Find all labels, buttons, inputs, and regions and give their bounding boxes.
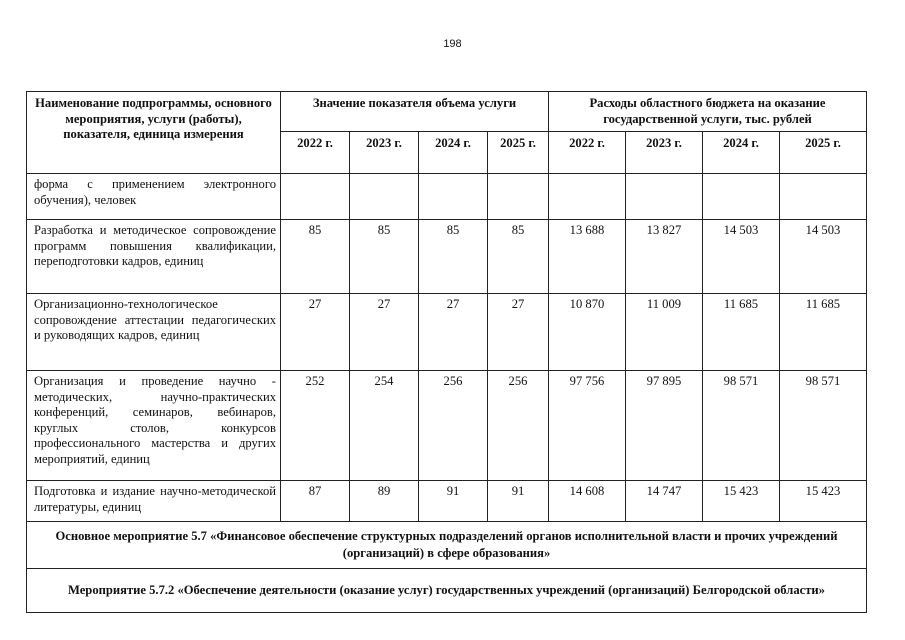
row-value: 14 503: [703, 220, 780, 294]
header-name: Наименование подпрограммы, основного мероприятия, услуги (работы), показателя, единица измерения: [27, 92, 281, 174]
page-number: 198: [443, 38, 462, 50]
row-value: 15 423: [780, 481, 867, 522]
header-expense-year: 2025 г.: [780, 132, 867, 174]
row-value: 14 608: [549, 481, 626, 522]
row-value: [549, 174, 626, 220]
row-value: 27: [488, 294, 549, 371]
header-volume-year: 2024 г.: [419, 132, 488, 174]
header-expense-year: 2024 г.: [703, 132, 780, 174]
header-expense-group: Расходы областного бюджета на оказание государственной услуги, тыс. рублей: [549, 92, 867, 132]
table-row: [27, 294, 867, 371]
header-row-groups: [27, 92, 867, 132]
row-value: 89: [350, 481, 419, 522]
row-name: форма с применением электронного обучения), человек: [27, 174, 281, 220]
section-title: Мероприятие 5.7.2 «Обеспечение деятельности (оказание услуг) государственных учреждений (организаций) Белгородской области»: [27, 569, 867, 613]
row-value: 256: [419, 371, 488, 481]
header-volume-group: Значение показателя объема услуги: [281, 92, 549, 132]
row-value: 87: [281, 481, 350, 522]
row-value: 27: [350, 294, 419, 371]
row-value: 15 423: [703, 481, 780, 522]
row-value: 98 571: [780, 371, 867, 481]
row-name: Организация и проведение научно - методических, научно-практических конференций, семинаров, вебинаров, круглых столов, конкурсов профессионального мастерства и других мероприятий, единиц: [27, 371, 281, 481]
row-value: 13 688: [549, 220, 626, 294]
header-volume-year: 2022 г.: [281, 132, 350, 174]
header-expense-year: 2023 г.: [626, 132, 703, 174]
header-volume-year: 2023 г.: [350, 132, 419, 174]
row-value: 252: [281, 371, 350, 481]
row-value: 85: [281, 220, 350, 294]
row-value: 97 895: [626, 371, 703, 481]
row-value: 98 571: [703, 371, 780, 481]
row-value: 11 009: [626, 294, 703, 371]
row-value: [350, 174, 419, 220]
row-value: 97 756: [549, 371, 626, 481]
row-name: Подготовка и издание научно-методической литературы, единиц: [27, 481, 281, 522]
table-row: [27, 220, 867, 294]
table-row: [27, 371, 867, 481]
row-value: 85: [350, 220, 419, 294]
row-value: 14 747: [626, 481, 703, 522]
row-value: 254: [350, 371, 419, 481]
header-expense-year: 2022 г.: [549, 132, 626, 174]
section-title: Основное мероприятие 5.7 «Финансовое обеспечение структурных подразделений органов исполнительной власти и прочих учреждений (организаций) в сфере образования»: [27, 522, 867, 569]
row-value: 27: [419, 294, 488, 371]
row-value: 13 827: [626, 220, 703, 294]
row-value: [488, 174, 549, 220]
row-value: 85: [488, 220, 549, 294]
table-row: [27, 174, 867, 220]
row-value: [626, 174, 703, 220]
row-value: [703, 174, 780, 220]
indicator-table: [26, 91, 867, 613]
row-value: 91: [488, 481, 549, 522]
row-value: [419, 174, 488, 220]
section-row: [27, 569, 867, 613]
table-row: [27, 481, 867, 522]
row-value: 11 685: [780, 294, 867, 371]
header-volume-year: 2025 г.: [488, 132, 549, 174]
row-value: 11 685: [703, 294, 780, 371]
row-value: 91: [419, 481, 488, 522]
row-value: 14 503: [780, 220, 867, 294]
row-value: 256: [488, 371, 549, 481]
row-value: 27: [281, 294, 350, 371]
row-value: [780, 174, 867, 220]
row-name: Разработка и методическое сопровождение программ повышения квалификации, переподготовки кадров, единиц: [27, 220, 281, 294]
row-value: [281, 174, 350, 220]
row-name: Организационно-технологическое сопровождение аттестации педагогических и руководящих кадров, единиц: [27, 294, 281, 371]
section-row: [27, 522, 867, 569]
row-value: 85: [419, 220, 488, 294]
row-value: 10 870: [549, 294, 626, 371]
